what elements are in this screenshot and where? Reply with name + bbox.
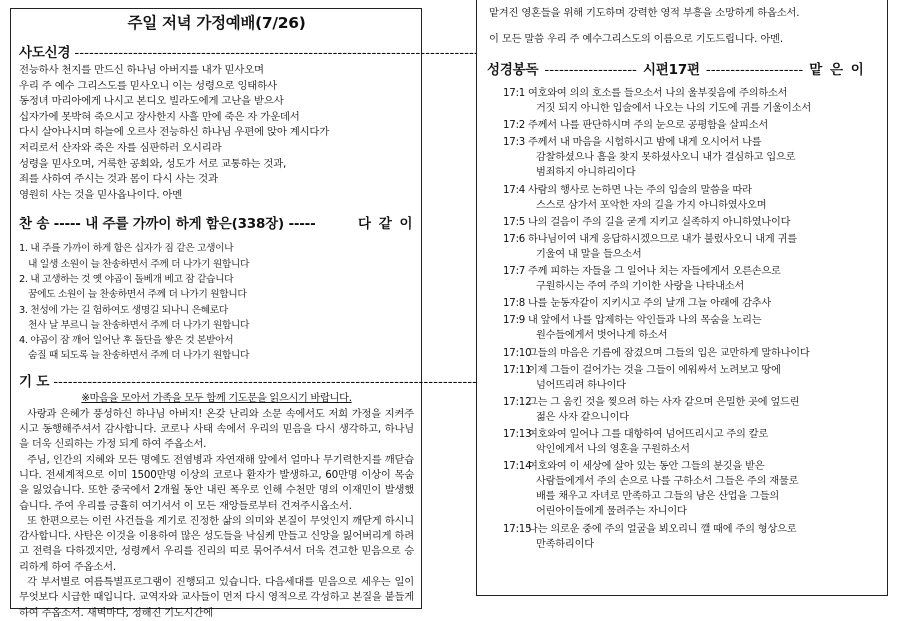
verse: [503, 313, 879, 343]
verse-line: 하나님이여 내게 응답하시겠으므로 내가 불렀사오니 내게 귀를: [528, 233, 797, 245]
verse-line: 스스로 삼가서 포악한 자의 길을 가지 아니하였사오며: [536, 199, 767, 211]
prayer-instruction: ※마음을 모아서 가족을 모두 함께 기도문을 읽으시기 바랍니다.: [81, 392, 352, 404]
verse-line: 주께서 나를 판단하시며 주의 눈으로 공평함을 살피소서: [528, 120, 768, 132]
verse-line: 배를 채우고 자녀로 만족하고 그들의 남은 산업을 그들의: [536, 491, 780, 503]
prayer-heading: [19, 370, 414, 390]
verse: [503, 135, 879, 180]
verse-text: [525, 264, 879, 294]
hymn-line: 꿈에도 소원이 늘 찬송하면서 주께 더 나가기 원합니다: [28, 289, 247, 301]
verse-text: [525, 86, 879, 116]
verse-number: 17:11: [503, 364, 532, 376]
verse-number: 17:1: [503, 88, 526, 99]
verse-line: 주께서 내 마음을 시험하시고 밤에 내게 오시어서 나를: [528, 137, 762, 149]
reading-passage: 시편17편: [642, 62, 700, 78]
creed-line: 죄를 사하여 주시는 것과 몸이 다시 사는 것과: [19, 173, 218, 186]
verse-line: 범죄하지 아니하리이다: [536, 167, 636, 179]
hymn-text: [19, 241, 414, 363]
verse: [503, 86, 879, 116]
prayer-text: [19, 407, 414, 621]
prayer-continued-line: 맡겨진 영혼들을 위해 기도하며 강력한 영적 부흥을 소망하게 하옵소서.: [489, 7, 800, 19]
verse-text: [525, 135, 879, 180]
verse-line: 나는 의로운 중에 주의 얼굴을 뵈오리니 깰 때에 주의 형상으로: [528, 523, 797, 535]
verse-text: [525, 363, 879, 393]
creed-line: 성령을 믿사오며, 거룩한 공회와, 성도가 서로 교통하는 것과,: [19, 157, 287, 170]
hymn-heading-tail: 다 같 이: [357, 216, 414, 233]
verse-text: [525, 313, 879, 343]
hymn-heading-label: 찬 송 ----- 내 주를 가까이 하게 함은(338장) -----: [19, 216, 316, 233]
prayer-paragraph: 사랑과 은혜가 풍성하신 하나님 아버지! 온갖 난리와 소문 속에서도 저희 가정을 지켜주시고 동행해주셔서 감사합니다. 코로나 사태 속에서 우리의 믿음을 다시 생각하고, 하나님을 더욱 신뢰하는 가정 되게 하여 주옵소서.: [19, 407, 414, 451]
verse: [503, 183, 879, 213]
hymn-heading: [19, 212, 414, 232]
verse-number: 17:14: [503, 461, 532, 473]
verse-line: 사람의 행사로 논하면 나는 주의 입술의 말씀을 따라: [528, 184, 752, 196]
verse: [503, 118, 879, 133]
reading-heading: [487, 58, 879, 78]
verse-line: 여호와여 의의 호소를 들으소서 나의 울부짖음에 주의하소서: [528, 88, 788, 99]
verse-text: [525, 427, 879, 457]
hymn-line: 4. 야곱이 잠 깨어 일어난 후 돌단을 쌓은 것 본받아서: [19, 335, 234, 347]
creed-heading: [19, 41, 414, 61]
verse-number: 17:10: [503, 347, 532, 359]
prayer-continued: [483, 6, 879, 47]
verse-text: [525, 522, 879, 552]
reading-heading-tail: 맡 은 이: [809, 62, 866, 78]
scripture-verses: [503, 86, 879, 552]
creed-line: 십자가에 못박혀 죽으시고 장사한지 사흘 만에 죽은 자 가운데서: [19, 110, 300, 123]
prayer-continued-line: 이 모든 말씀 우리 주 예수그리스도의 이름으로 기도드립니다. 아멘.: [489, 33, 783, 45]
verse: [503, 296, 879, 311]
verse-line: 내 앞에서 나를 압제하는 악인들과 나의 목숨을 노리는: [528, 315, 762, 327]
verse-line: 나를 눈동자같이 지키시고 주의 날개 그늘 아래에 감추사: [528, 298, 772, 310]
verse-number: 17:5: [503, 216, 526, 228]
verse-text: [525, 346, 879, 361]
creed-line: 다시 살아나시며 하늘에 오르사 전능하신 하나님 우편에 앉아 계시다가: [19, 126, 330, 139]
reading-heading-label: 성경봉독: [487, 62, 539, 78]
creed-heading-label: 사도신경: [19, 45, 71, 61]
verse-number: 17:9: [503, 315, 526, 327]
verse: [503, 522, 879, 552]
verse: [503, 346, 879, 361]
verse-line: 사람들에게서 주의 손으로 나를 구하소서 그들은 주의 재물로: [536, 476, 799, 488]
verse-line: 구원하시는 주여 주의 기이한 사랑을 나타내소서: [536, 281, 745, 293]
verse: [503, 264, 879, 294]
hymn-line: 3. 천성에 가는 길 험하여도 생명길 되나니 은혜로다: [19, 304, 228, 316]
verse-line: 어린아이들에게 물려주는 자니이다: [536, 506, 687, 518]
verse-line: 만족하리이다: [536, 538, 594, 550]
verse-text: [525, 296, 879, 311]
verse-number: 17:7: [503, 266, 526, 278]
hymn-line: 천사 날 부르니 늘 찬송하면서 주께 더 나가기 원합니다: [28, 319, 250, 331]
verse-text: [525, 395, 879, 425]
verse: [503, 459, 879, 519]
verse-line: 젊은 사자 같으니이다: [536, 411, 629, 423]
verse-text: [525, 232, 879, 262]
verse-line: 그는 그 움킨 것을 찢으려 하는 사자 같으며 은밀한 곳에 엎드린: [528, 396, 800, 408]
verse-number: 17:6: [503, 233, 526, 245]
creed-line: 전능하사 천지를 만드신 하나님 아버지를 내가 믿사오며: [19, 64, 264, 76]
verse-line: 기울여 내 말을 들으소서: [536, 248, 642, 260]
verse-number: 17:3: [503, 137, 526, 149]
verse-line: 이제 그들이 걸어가는 것을 그들이 에워싸서 노려보고 땅에: [528, 364, 781, 376]
creed-line: 동정녀 마리아에게 나시고 본디오 빌라도에게 고난을 받으사: [19, 95, 284, 108]
prayer-paragraph: 또 한편으로는 이런 사건들을 계기로 진정한 삶의 의미와 본질이 무엇인지 깨닫게 하시니 감사합니다. 사탄은 이것을 이용하여 많은 성도들을 낙심케 만들고 신앙을 잃어버리게 하려고 전력을 다하겠지만, 성령께서 우리를 진리의 띠로 묶어주셔서 더욱 견고한 믿음으로 승리하게 하여 주옵소서.: [19, 514, 414, 573]
creed-line: 우리 주 예수 그리스도를 믿사오니 이는 성령으로 잉태하사: [19, 79, 277, 92]
creed-text: [19, 63, 414, 203]
verse-text: [525, 183, 879, 213]
verse-line: 넘어뜨리려 하나이다: [536, 379, 626, 391]
verse-text: [525, 215, 879, 230]
reading-rule-right: --------------------: [705, 62, 804, 78]
verse-line: 여호와여 일어나 그를 대항하여 넘어뜨리시고 주의 칼로: [528, 428, 768, 440]
verse-line: 원수들에게서 벗어나게 하소서: [536, 330, 668, 342]
hymn-line: 내 일생 소원이 늘 찬송하면서 주께 더 나가기 원합니다: [28, 258, 250, 270]
verse-line: 그들의 마음은 기름에 잠겼으며 그들의 입은 교만하게 말하나이다: [528, 347, 810, 359]
verse-line: 주께 피하는 자들을 그 일어나 치는 자들에게서 오른손으로: [528, 266, 781, 278]
verse: [503, 232, 879, 262]
right-page: [476, 0, 888, 596]
verse: [503, 427, 879, 457]
page-title: 주일 저녁 가정예배(7/26): [127, 14, 306, 32]
verse-number: 17:15: [503, 523, 532, 535]
reading-rule-left: -------------------: [544, 62, 637, 78]
creed-line: 영원히 사는 것을 믿사옵나이다. 아멘: [19, 188, 183, 201]
verse-line: 나의 걸음이 주의 길을 굳게 지키고 실족하지 아니하였나이다: [528, 216, 791, 228]
left-page: [10, 8, 422, 619]
verse: [503, 215, 879, 230]
verse-text: [525, 459, 879, 519]
verse-line: 여호와여 이 세상에 살아 있는 동안 그들의 분깃을 받은: [528, 461, 765, 473]
verse-line: 악인에게서 나의 영혼을 구원하소서: [536, 444, 690, 456]
prayer-paragraph: 각 부서별로 여름특별프로그램이 진행되고 있습니다. 다음세대를 믿음으로 세우는 일이 무엇보다 시급한 때입니다. 교역자와 교사들이 먼저 다시 영적으로 각성하고 본질을 붙들게 하여 주옵소서. 새벽마다, 정해진 기도시간에: [19, 575, 414, 619]
prayer-heading-label: 기 도: [19, 373, 50, 390]
verse-line: 거짓 되지 아니한 입술에서 나오는 나의 기도에 귀를 기울이소서: [536, 103, 811, 115]
verse-number: 17:8: [503, 298, 526, 310]
verse-number: 17:13: [503, 428, 532, 440]
prayer-paragraph: 주님, 인간의 지혜와 모든 명예도 전염병과 자연재해 앞에서 얼마나 무기력한지를 깨닫습니다. 전세계적으로 이미 1500만명 이상의 코로나 환자가 발생하고, 60만명 이상이 목숨을 잃었습니다. 또한 중국에서 2개월 동안 내린 폭우로 인해 수천만 명의 이재민이 발생했습니다. 주여 우리를 긍휼히 여기셔서 이 모든 재앙들로부터 건져주시옵소서.: [19, 453, 414, 512]
hymn-line: 숨질 때 되도록 늘 찬송하면서 주께 더 나가기 원합니다: [28, 350, 250, 362]
verse-number: 17:12: [503, 396, 532, 408]
creed-line: 저리로서 산자와 죽은 자를 심판하러 오시리라: [19, 141, 222, 154]
hymn-line: 1. 내 주를 가까이 하게 함은 십자가 짐 같은 고생이나: [19, 243, 234, 255]
verse: [503, 395, 879, 425]
hymn-line: 2. 내 고생하는 것 옛 야곱이 돌베개 베고 잠 같습니다: [19, 273, 234, 285]
verse: [503, 363, 879, 393]
verse-text: [525, 118, 879, 133]
verse-line: 감찰하셨으나 흠을 찾지 못하셨사오니 내가 결심하고 입으로: [536, 152, 796, 164]
verse-number: 17:2: [503, 120, 526, 132]
verse-number: 17:4: [503, 184, 526, 196]
